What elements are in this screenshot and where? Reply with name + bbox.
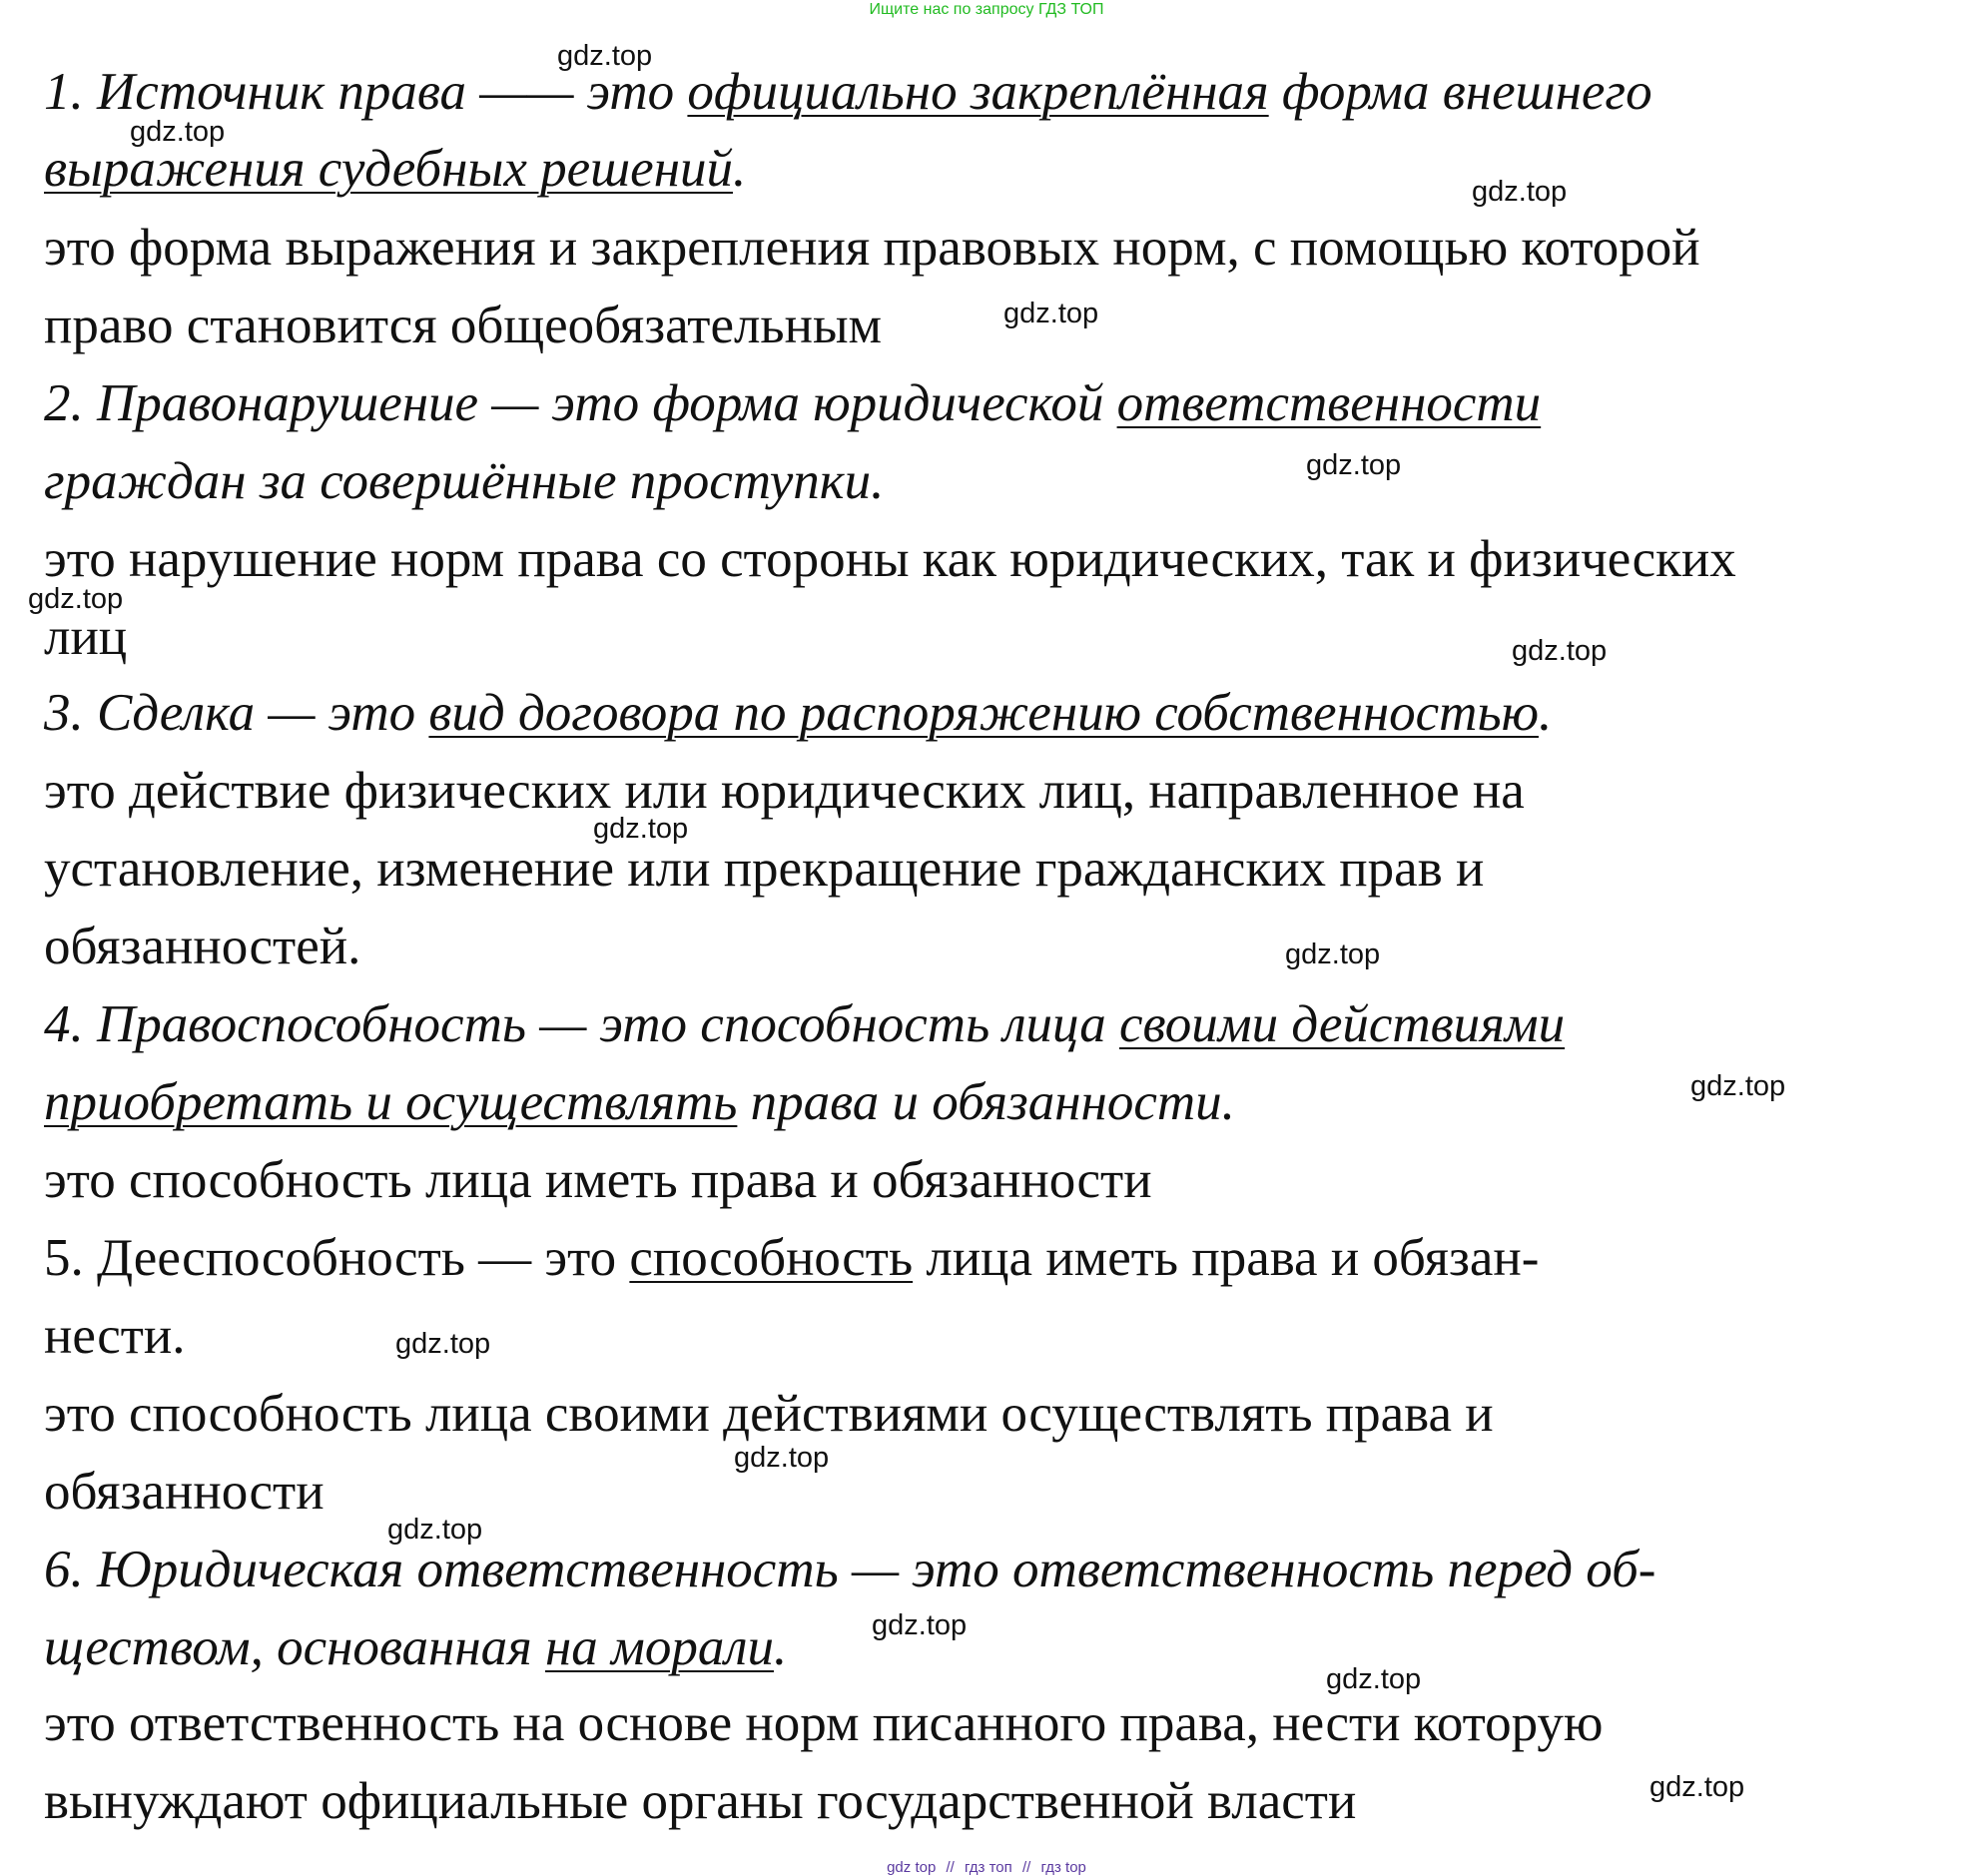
q6-statement-line1: 6. Юридическая ответственность — это ответственность перед об-: [44, 1541, 1656, 1598]
watermark: gdz.top: [387, 1514, 483, 1546]
q3-underlined-phrase: вид договора по распоряжению собственностью: [428, 684, 1539, 742]
footer-links: [0, 1859, 1973, 1876]
watermark: gdz.top: [1285, 938, 1381, 970]
watermark: gdz.top: [1472, 176, 1568, 208]
q3-answer-line2: установление, изменение или прекращение гражданских прав и: [44, 840, 1485, 898]
q1-answer-line2: право становится общеобязательным: [44, 297, 883, 354]
watermark: gdz.top: [872, 1609, 968, 1641]
q1-answer-line1: это форма выражения и закрепления правовых норм, с помощью которой: [44, 219, 1700, 277]
q4-statement-line2: приобретать и осуществлять права и обязанности.: [44, 1073, 1235, 1131]
footer-link-gdz-top-mixed[interactable]: гдз top: [1040, 1859, 1086, 1876]
q5-statement-line1: 5. Дееспособность — это способность лица иметь права и обязан-: [44, 1229, 1540, 1287]
watermark: gdz.top: [1003, 298, 1099, 329]
watermark: gdz.top: [1649, 1771, 1745, 1803]
watermark: gdz.top: [734, 1442, 830, 1474]
footer-separator: //: [1021, 1859, 1031, 1876]
q2-statement-line1: 2. Правонарушение — это форма юридической ответственности: [44, 374, 1542, 432]
q1-underlined-phrase-2: выражения судебных решений: [44, 140, 733, 198]
watermark: gdz.top: [593, 813, 689, 845]
q5-answer-line1: это способность лица своими действиями осуществлять права и: [44, 1385, 1494, 1443]
q3-answer-line1: это действие физических или юридических лиц, направленное на: [44, 762, 1525, 820]
watermark: gdz.top: [557, 40, 653, 72]
q1-statement-line2: выражения судебных решений.: [44, 140, 747, 198]
watermark: gdz.top: [1306, 449, 1402, 481]
q2-answer-line2: лиц: [44, 608, 128, 666]
q5-statement-line2: нести.: [44, 1307, 186, 1365]
footer-link-gdz-top[interactable]: gdz top: [887, 1859, 937, 1876]
q4-underlined-phrase-2: приобретать и осуществлять: [44, 1073, 738, 1131]
q6-answer-line1: это ответственность на основе норм писанного права, нести которую: [44, 1694, 1604, 1752]
q6-underlined-phrase: на морали: [545, 1618, 774, 1676]
q5-answer-line2: обязанности: [44, 1463, 325, 1521]
q6-statement-line2: ществом, основанная на морали.: [44, 1618, 788, 1676]
q3-answer-line3: обязанностей.: [44, 918, 361, 975]
footer-separator: //: [946, 1859, 955, 1876]
q5-underlined-phrase: способность: [629, 1229, 914, 1287]
q1-underlined-phrase: официально закреплённая: [687, 63, 1269, 121]
q2-answer-line1: это нарушение норм права со стороны как юридических, так и физических: [44, 530, 1736, 588]
watermark: gdz.top: [395, 1328, 491, 1360]
top-banner[interactable]: Ищите нас по запросу ГДЗ ТОП: [869, 1, 1104, 18]
watermark: gdz.top: [1512, 635, 1608, 667]
watermark: gdz.top: [28, 583, 124, 615]
q3-statement-line1: 3. Сделка — это вид договора по распоряжению собственностью.: [44, 684, 1553, 742]
watermark: gdz.top: [130, 116, 226, 148]
q4-underlined-phrase: своими действиями: [1118, 995, 1566, 1053]
q4-statement-line1: 4. Правоспособность — это способность лица своими действиями: [44, 995, 1566, 1053]
watermark: gdz.top: [1690, 1070, 1786, 1102]
q4-answer-line1: это способность лица иметь права и обязанности: [44, 1151, 1152, 1209]
q1-statement-line1: 1. Источник права —— это официально закреплённая форма внешнего: [44, 63, 1652, 121]
watermark: gdz.top: [1326, 1663, 1422, 1695]
footer-link-gdz-top-cyrillic[interactable]: гдз топ: [965, 1859, 1012, 1876]
q2-statement-line2: граждан за совершённые проступки.: [44, 452, 885, 510]
q2-underlined-phrase: ответственности: [1116, 374, 1542, 432]
q6-answer-line2: вынуждают официальные органы государственной власти: [44, 1772, 1357, 1830]
